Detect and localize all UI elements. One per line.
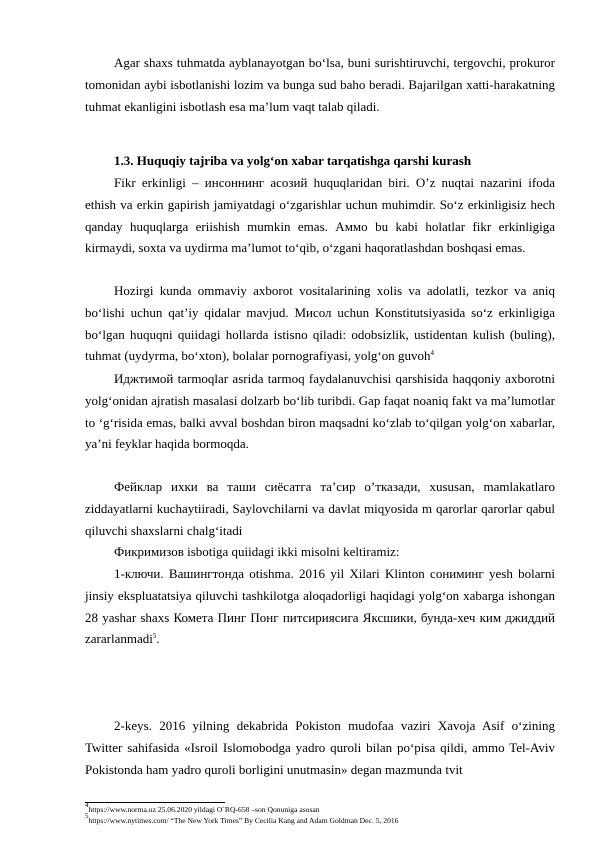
footnote-separator	[85, 802, 225, 803]
paragraph-case-2: 2-keys. 2016 yilning dekabrida Pokiston mudofaa vaziri Xavoja Asif o‘zining Twitter sahifasida «Isroil Islomobodga yadro quroli bilan po‘pisa qildi, ammo Tel-Aviv Pokistonda ham yadro quroli borligini unutmasin» degan mazmunda tvit	[85, 718, 555, 777]
paragraph-case-1-end: .	[156, 631, 160, 647]
paragraph-case-1-text: 1-ключи. Вашингтонда otishma. 2016 yil Xilari Klinton сониминг yesh bolarni jinsiy ekspluatatsiya qiluvchi tashkilotga aloqadorligi haqidagi yolg‘on xabarga ishongan 28 yashar shaxs Комета Пинг Понг питсириясига Яксшики, бунда-хеч ким джиддий zararlanmadi	[85, 566, 555, 647]
footnote-link[interactable]: https://www.norma.uz 25.06.2020 yildagi O`RQ-658 –son Qonuniga asosan	[88, 805, 320, 814]
paragraph-case-1	[85, 563, 555, 650]
footnote-ref-4: 4	[430, 349, 435, 358]
footnote-number: 5	[85, 812, 89, 820]
paragraph-social-networks: Иджтимой tarmoqlar asrida tarmoq faydalanuvchisi qarshisida haqqoniy axborotni yolg‘onidan ajratish masalasi dolzarb bo‘lib turibdi. Gap faqat noaniq fakt va ma’lumotlar to ‘g‘risida emas, balki avval boshdan biron maqsadni ko‘zlab to‘qilgan yolg‘on xabarlar, ya’ni feyklar haqida bormoqda.	[85, 371, 555, 452]
footnote-4	[85, 801, 555, 815]
paragraph-media-rules	[85, 280, 555, 367]
paragraph-examples-intro: Фикримизов isbotiga quiidagi ikki misolni keltiramiz:	[114, 544, 400, 559]
footnote-ref-5: 5	[152, 632, 157, 641]
paragraph-fakes: Фейклар ихки ва таши сиёсатга та’сир о’тказади, xususan, mamlakatlaro ziddayatlarni kuchaytiiradi, Saylovchilarni va davlat miqyosida m qarorlar qarorlar qabul qiluvchi shaxslarni chalg‘itadi	[85, 479, 555, 538]
paragraph-intro: Agar shaxs tuhmatda ayblanayotgan bo‘lsa, buni surishtiruvchi, tergovchi, prokuror tomonidan aybi isbotlanishi lozim va bunga sud baho beradi. Bajarilgan xatti-harakatning tuhmat ekanligini isbotlash esa ma’lum vaqt talab qiladi.	[85, 55, 555, 114]
footnote-5	[85, 812, 555, 826]
paragraph-freedom-of-thought: Fikr erkinligi – инсоннинг асозий huquqlaridan biri. O’z nuqtai nazarini ifoda ethish va erkin gapirish jamiyatdagi o‘zgarishlar uchun muhimdir. So‘z erkinligisiz hech qanday huquqlarga eriishish mumkin emas. Аммо bu kabi holatlar fikr erkinligiga kirmaydi, soxta va uydirma ma’lumot to‘qib, o‘zgani haqoratlashdan boshqasi emas.	[85, 175, 555, 256]
footnote-link[interactable]: https://www.nytimes.com/ “The New York Times” By Cecilia Kang and Adam Goldman Dec. 5, 2016	[88, 816, 399, 825]
footnote-number: 4	[85, 801, 89, 809]
paragraph-media-rules-text: Hozirgi kunda ommaviy axborot vositalarining xolis va adolatli, tezkor va aniq bo‘lishi uchun qat’iy qidalar mavjud. Мисол uchun Konstitutsiyasida so‘z erkinligiga bo‘lgan huquqni quiidagi hollarda istisno qiladi: odobsizlik, ustidentan kulish (buling), tuhmat (uydyrma, bo‘xton), bolalar pornografiyasi, yolg‘on guvoh	[85, 283, 555, 364]
section-heading: 1.3. Huquqiy tajriba va yolg‘on xabar tarqatishga qarshi kurash	[114, 153, 472, 168]
